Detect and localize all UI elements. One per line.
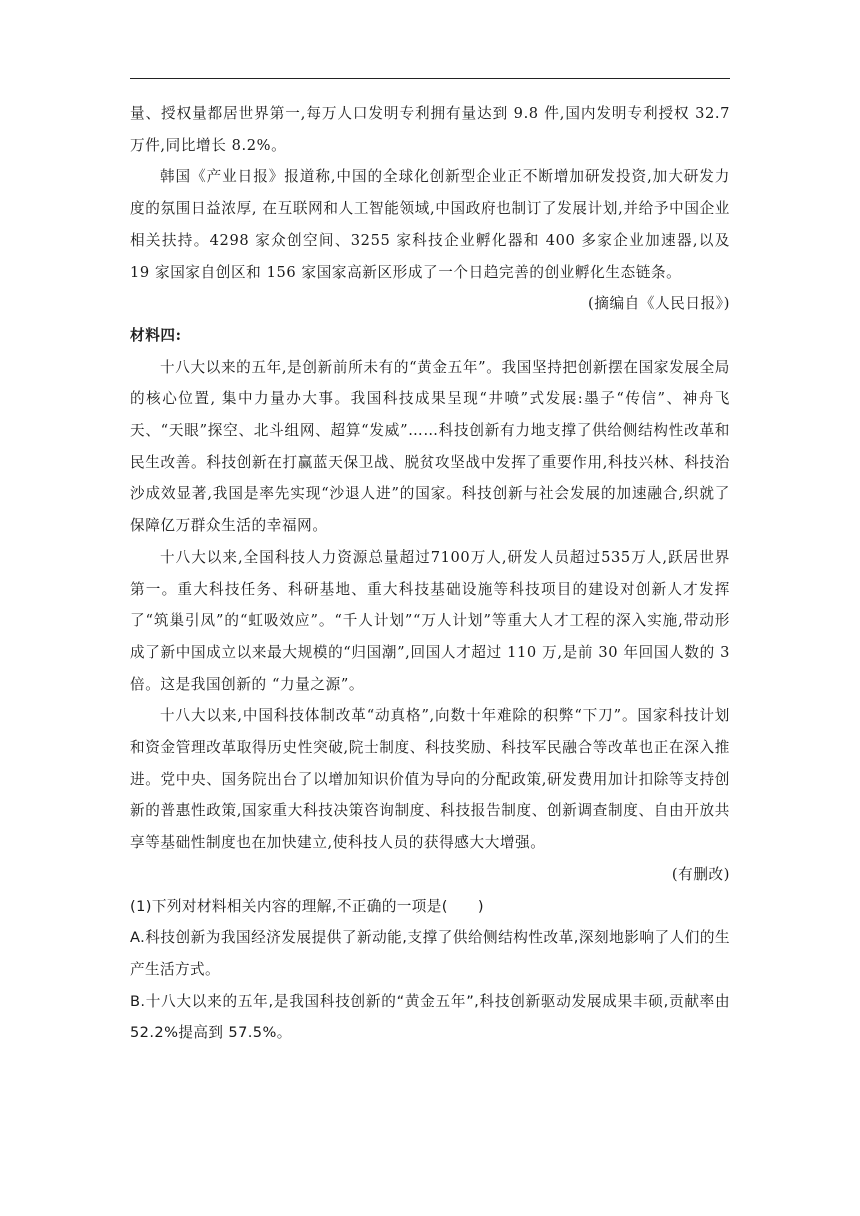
header-rule <box>130 78 730 79</box>
question-1: (1)下列对材料相关内容的理解,不正确的一项是( ) <box>130 897 484 915</box>
document-body <box>130 98 730 1049</box>
source-citation-1: (摘编自《人民日报》) <box>587 295 730 313</box>
intro-paragraph: 量、授权量都居世界第一,每万人口发明专利拥有量达到 9.8 件,国内发明专利授权 32.7 万件,同比增长 8.2%。 <box>130 105 730 154</box>
option-b: B.十八大以来的五年,是我国科技创新的“黄金五年”,科技创新驱动发展成果丰硕,贡献率由 52.2%提高到 57.5%。 <box>130 992 730 1042</box>
material-4-paragraph-3: 十八大以来,中国科技体制改革“动真格”,向数十年难除的积弊“下刀”。国家科技计划和资金管理改革取得历史性突破,院士制度、科技奖励、科技军民融合等改革也正在深入推进。党中央、国务院出台了以增加知识价值为导向的分配政策,研发费用加计扣除等支持创新的普惠性政策,国家重大科技决策咨询制度、科技报告制度、创新调查制度、自由开放共享等基础性制度也在加快建立,使科技人员的获得感大大增强。 <box>130 707 730 852</box>
material-4-paragraph-1: 十八大以来的五年,是创新前所未有的“黄金五年”。我国坚持把创新摆在国家发展全局的核心位置, 集中力量办大事。我国科技成果呈现“井喷”式发展:墨子“传信”、神舟飞天、“天眼”探空、北斗组网、超算“发威”……科技创新有力地支撑了供给侧结构性改革和民生改善。科技创新在打赢蓝天保卫战、脱贫攻坚战中发挥了重要作用,科技兴林、科技治沙成效显著,我国是率先实现“沙退人进”的国家。科技创新与社会发展的加速融合,织就了保障亿万群众生活的幸福网。 <box>130 358 730 535</box>
korea-paragraph: 韩国《产业日报》报道称,中国的全球化创新型企业正不断增加研发投资,加大研发力度的氛围日益浓厚, 在互联网和人工智能领域,中国政府也制订了发展计划,并给予中国企业相关扶持。4298 家众创空间、3255 家科技企业孵化器和 400 多家企业加速器,以及 19 家国家自创区和 156 家国家高新区形成了一个日趋完善的创业孵化生态链条。 <box>130 168 730 281</box>
option-a: A.科技创新为我国经济发展提供了新动能,支撑了供给侧结构性改革,深刻地影响了人们的生产生活方式。 <box>130 929 730 978</box>
material-4-heading: 材料四: <box>130 326 182 344</box>
source-citation-2: (有删改) <box>671 865 730 883</box>
material-4-paragraph-2: 十八大以来,全国科技人力资源总量超过7100万人,研发人员超过535万人,跃居世界第一。重大科技任务、科研基地、重大科技基础设施等科技项目的建设对创新人才发挥了“筑巢引凤”的“虹吸效应”。“千人计划”“万人计划”等重大人才工程的深入实施,带动形成了新中国成立以来最大规模的“归国潮”,回国人才超过 110 万,是前 30 年回国人数的 3 倍。这是我国创新的 “力量之源”。 <box>130 548 730 693</box>
